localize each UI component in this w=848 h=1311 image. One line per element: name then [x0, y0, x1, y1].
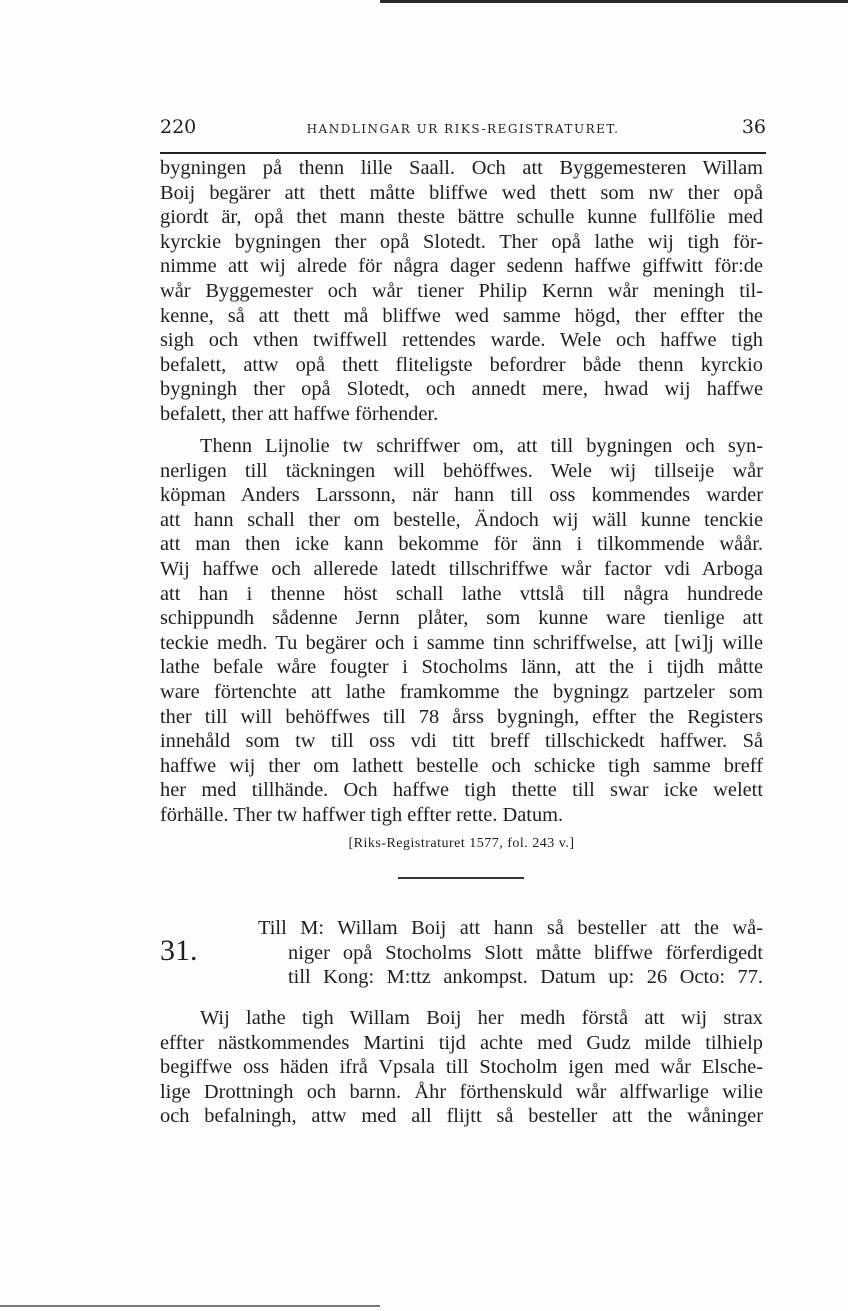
- text-line: lathe befale wåre fougter i Stocholms länn, att the i tijdh måtte: [160, 656, 763, 679]
- text-line: wår Byggemester och wår tiener Philip Kernn wår meningh til-: [160, 279, 763, 302]
- heading-line: Till M: Willam Boij att hann så besteller att the wå-: [258, 917, 763, 939]
- text-line: begiffwe oss häden ifrå Vpsala till Stocholm igen med wår Elsche-: [160, 1056, 763, 1079]
- page-number: 220: [160, 116, 197, 138]
- text-line: kyrckie bygningen ther opå Slotedt. Ther opå lathe wij tigh för-: [160, 230, 763, 253]
- text-line: Boij begärer att thett måtte bliffwe wed thett som nw ther opå: [160, 181, 763, 204]
- body-paragraph-2: [160, 434, 763, 828]
- text-line: innehåld som tw till oss vdi titt breff tillschickedt haffwer. Så: [160, 730, 763, 753]
- text-line: her med tillhände. Och haffwe tigh thette till swar icke welett: [160, 779, 763, 802]
- text-line: bygningen på thenn lille Saall. Och att Byggemesteren Willam: [160, 157, 763, 179]
- document-heading: [258, 916, 763, 990]
- page-header: [160, 114, 766, 144]
- text-line: effter nästkommendes Martini tijd achte med Gudz milde tilhielp: [160, 1031, 763, 1054]
- text-line: att man then icke kann bekomme för änn i tilkommende wåår.: [160, 533, 763, 556]
- text-line: att hann schall ther om bestelle, Ändoch wij wäll kunne tenckie: [160, 508, 763, 531]
- source-note: [Riks-Registraturet 1577, fol. 243 v.]: [348, 836, 575, 851]
- text-line: teckie medh. Tu begärer och i samme tinn schriffwelse, att [wi]j wille: [160, 631, 763, 654]
- document-number: 31.: [160, 934, 198, 967]
- body-paragraph-3: [160, 1006, 763, 1129]
- top-edge-rule: [380, 0, 848, 3]
- text-line: lige Drottningh och barnn. Åhr förthenskuld wår alffwarlige wilie: [160, 1080, 763, 1103]
- text-line: förhälle. Ther tw haffwer tigh effter rette. Datum.: [160, 803, 564, 826]
- text-line: haffwe wij ther om lathett bestelle och schicke tigh samme breff: [160, 754, 763, 777]
- bottom-edge-rule: [0, 1305, 380, 1307]
- text-line: och befalningh, attw med all flijtt så besteller att the wåninger: [160, 1105, 763, 1128]
- heading-line: niger opå Stocholms Slott måtte bliffwe förferdigedt: [288, 941, 763, 964]
- text-line: Thenn Lijnolie tw schriffwer om, att till bygningen och syn-: [200, 435, 763, 457]
- text-line: sigh och vthen twiffwell rettendes warde. Wele och haffwe tigh: [160, 329, 763, 352]
- section-divider: [398, 877, 524, 879]
- text-line: kenne, så att thett må bliffwe wed samme högd, ther effter the: [160, 304, 763, 327]
- text-line: befalett, attw opå thett fliteligste befordrer både thenn kyrckio: [160, 353, 763, 376]
- text-line: Wij haffwe och allerede latedt tillschriffwe wår factor vdi Arboga: [160, 557, 763, 580]
- heading-line: till Kong: M:ttz ankompst. Datum up: 26 Octo: 77.: [288, 966, 763, 989]
- text-line: nerligen till täckningen will behöffwes. Wele wij tillseije wår: [160, 459, 763, 482]
- body-paragraph-1: [160, 156, 763, 427]
- text-line: ware förtenchte att lathe framkomme the bygningz partzeler som: [160, 680, 763, 703]
- text-line: bygningh ther opå Slotedt, och annedt mere, hwad wij haffwe: [160, 378, 763, 401]
- text-line: befalett, ther att haffwe förhender.: [160, 402, 439, 425]
- text-line: Wij lathe tigh Willam Boij her medh förstå att wij strax: [200, 1007, 763, 1029]
- text-line: schippundh sådenne Jernn plåter, som kunne ware tienlige att: [160, 607, 763, 630]
- header-rule: [160, 152, 766, 154]
- running-title: HANDLINGAR UR RIKS-REGISTRATURET.: [306, 122, 620, 136]
- text-line: att han i thenne höst schall lathe vttslå till några hundrede: [160, 582, 763, 605]
- text-line: giordt är, opå thet mann theste bättre schulle kunne fullfölie med: [160, 206, 763, 229]
- text-line: köpman Anders Larssonn, när hann till oss kommendes warder: [160, 484, 763, 507]
- text-line: ther till will behöffwes till 78 årss bygningh, effter the Registers: [160, 705, 763, 728]
- leaf-number: 36: [741, 116, 766, 138]
- text-line: nimme att wij alrede för några dager sedenn haffwe giffwitt för:de: [160, 255, 763, 278]
